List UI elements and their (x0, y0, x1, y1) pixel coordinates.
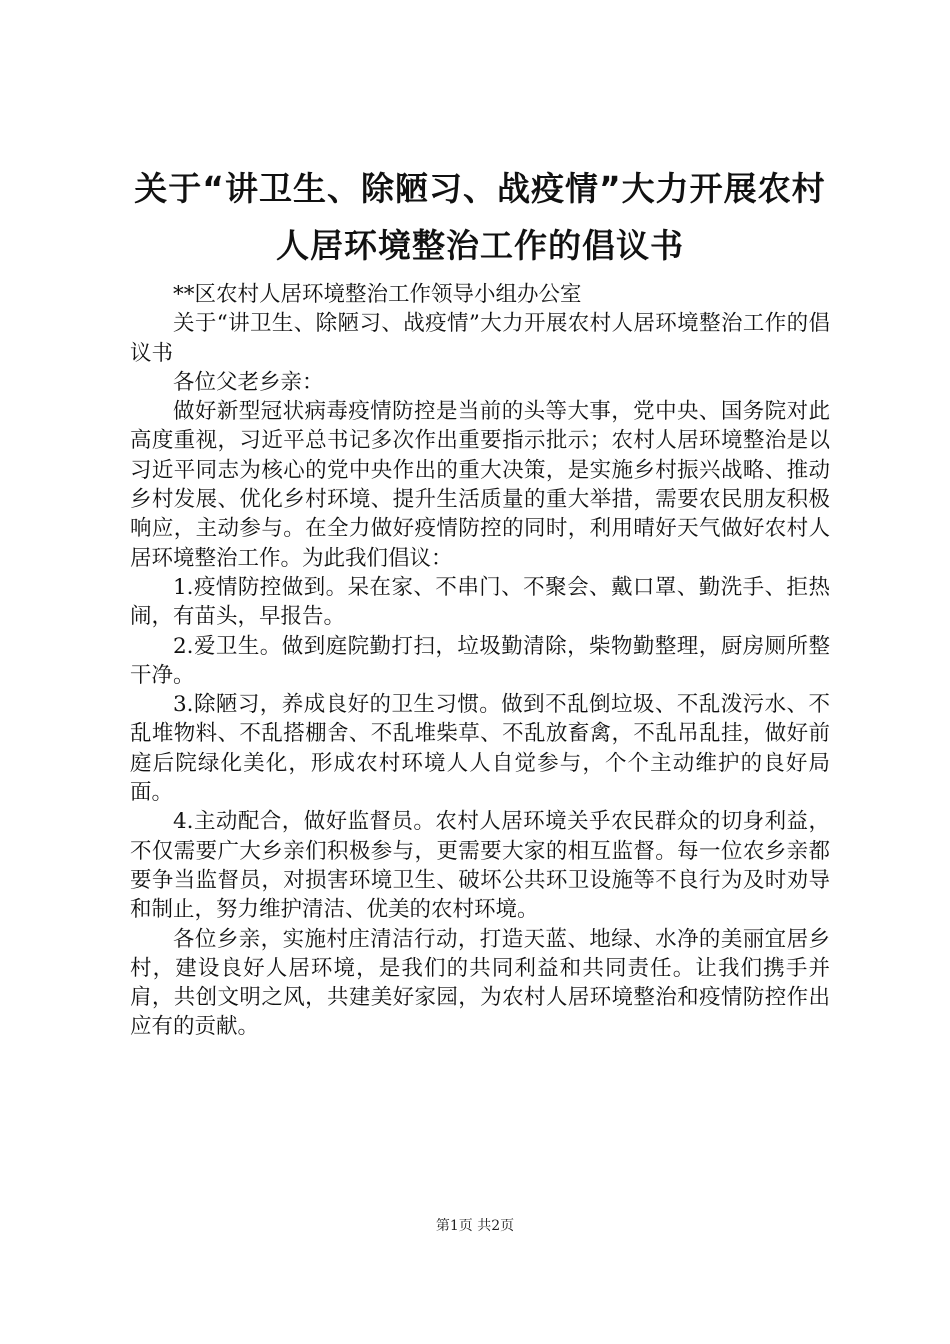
proposal-item-2: 2.爱卫生。做到庭院勤打扫，垃圾勤清除，柴物勤整理，厨房厕所整干净。 (130, 633, 830, 688)
closing-paragraph: 各位乡亲，实施村庄清洁行动，打造天蓝、地绿、水净的美丽宜居乡村，建设良好人居环境，是我们的共同利益和共同责任。让我们携手并肩，共创文明之风，共建美好家园，为农村人居环境整治和疫情防控作出应有的贡献。 (130, 926, 830, 1040)
page-footer: 第1页 共2页 (435, 1218, 515, 1234)
proposal-item-1: 1.疫情防控做到。呆在家、不串门、不聚会、戴口罩、勤洗手、拒热闹，有苗头，早报告。 (130, 574, 830, 630)
subtitle-paragraph: 关于“讲卫生、除陋习、战疫情”大力开展农村人居环境整治工作的倡议书 (130, 311, 830, 366)
intro-paragraph: 做好新型冠状病毒疫情防控是当前的头等大事，党中央、国务院对此高度重视，习近平总书记多次作出重要指示批示；农村人居环境整治是以习近平同志为核心的党中央作出的重大决策，是实施乡村振兴战略、推动乡村发展、优化乡村环境、提升生活质量的重大举措，需要农民朋友积极响应，主动参与。在全力做好疫情防控的同时，利用晴好天气做好农村人居环境整治工作。为此我们倡议： (130, 399, 830, 571)
salutation: 各位父老乡亲： (173, 369, 324, 395)
document-title: 关于“讲卫生、除陋习、战疫情”大力开展农村人居环境整治工作的倡议书 (134, 169, 826, 265)
proposal-item-3: 3.除陋习，养成良好的卫生习惯。做到不乱倒垃圾、不乱泼污水、不乱堆物料、不乱搭棚舍、不乱堆柴草、不乱放畜禽，不乱吊乱挂，做好前庭后院绿化美化，形成农村环境人人自觉参与，个个主动维护的良好局面。 (130, 692, 830, 806)
document-page (130, 160, 830, 1042)
document-body (130, 280, 830, 1042)
proposal-item-4: 4.主动配合，做好监督员。农村人居环境关乎农民群众的切身利益，不仅需要广大乡亲们积极参与，更需要大家的相互监督。每一位农乡亲都要争当监督员，对损害环境卫生、破坏公共环卫设施等不良行为及时劝导和制止，努力维护清洁、优美的农村环境。 (130, 809, 830, 923)
issuer-line: **区农村人居环境整治工作领导小组办公室 (173, 282, 582, 307)
